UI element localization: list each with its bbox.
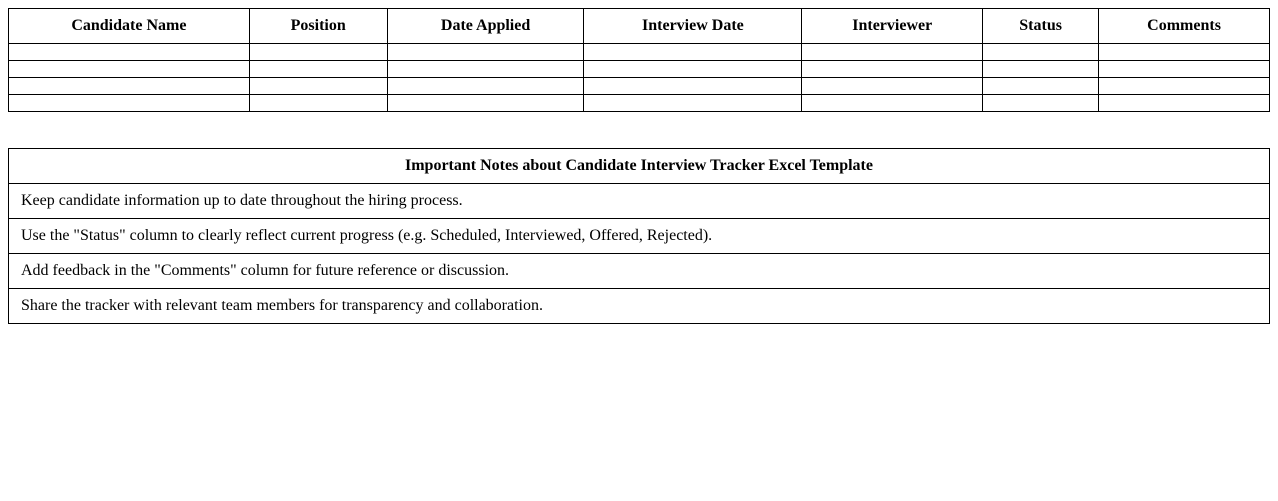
note-item: Use the "Status" column to clearly reflect current progress (e.g. Scheduled, Interviewed, Offered, Rejected). [9,219,1270,254]
table-cell[interactable] [9,95,250,112]
table-cell[interactable] [249,61,387,78]
notes-title: Important Notes about Candidate Interview Tracker Excel Template [9,149,1270,184]
table-cell[interactable] [1099,61,1270,78]
column-header-status: Status [983,9,1099,44]
table-cell[interactable] [802,78,983,95]
column-header-comments: Comments [1099,9,1270,44]
note-item: Keep candidate information up to date throughout the hiring process. [9,184,1270,219]
table-cell[interactable] [1099,44,1270,61]
column-header-interview-date: Interview Date [584,9,802,44]
table-cell[interactable] [584,61,802,78]
table-cell[interactable] [584,78,802,95]
table-cell[interactable] [584,44,802,61]
table-cell[interactable] [9,61,250,78]
important-notes-table [8,148,1270,324]
table-cell[interactable] [249,78,387,95]
table-cell[interactable] [1099,78,1270,95]
column-header-date-applied: Date Applied [387,9,584,44]
note-row [9,289,1270,324]
table-cell[interactable] [1099,95,1270,112]
table-cell[interactable] [387,95,584,112]
table-row [9,44,1270,61]
table-row [9,78,1270,95]
table-cell[interactable] [9,44,250,61]
note-row [9,254,1270,289]
table-header-row [9,9,1270,44]
notes-header-row [9,149,1270,184]
table-cell[interactable] [983,78,1099,95]
table-cell[interactable] [802,44,983,61]
table-cell[interactable] [249,44,387,61]
table-cell[interactable] [802,61,983,78]
table-cell[interactable] [387,61,584,78]
table-cell[interactable] [802,95,983,112]
table-cell[interactable] [983,44,1099,61]
column-header-interviewer: Interviewer [802,9,983,44]
candidate-tracker-table [8,8,1270,112]
note-item: Share the tracker with relevant team members for transparency and collaboration. [9,289,1270,324]
table-cell[interactable] [387,78,584,95]
note-row [9,184,1270,219]
table-cell[interactable] [387,44,584,61]
table-cell[interactable] [983,61,1099,78]
table-row [9,61,1270,78]
column-header-position: Position [249,9,387,44]
table-cell[interactable] [9,78,250,95]
note-row [9,219,1270,254]
column-header-candidate-name: Candidate Name [9,9,250,44]
note-item: Add feedback in the "Comments" column for future reference or discussion. [9,254,1270,289]
table-row [9,95,1270,112]
table-cell[interactable] [584,95,802,112]
table-cell[interactable] [249,95,387,112]
table-cell[interactable] [983,95,1099,112]
